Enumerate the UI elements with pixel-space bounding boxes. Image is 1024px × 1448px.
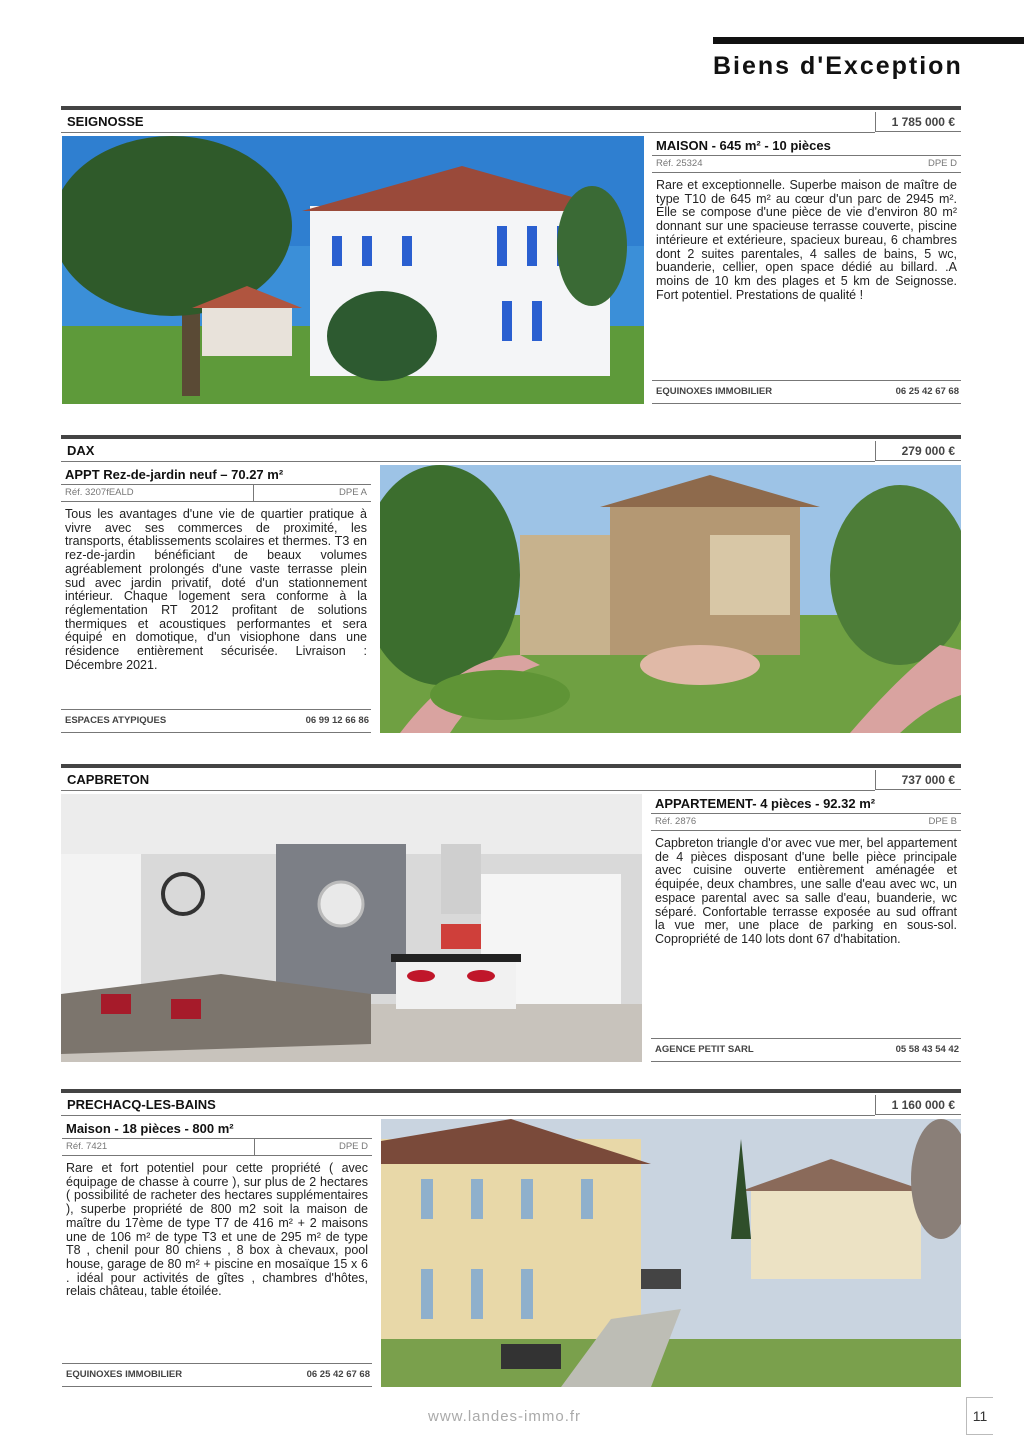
listing-dax: [61, 435, 961, 733]
listing-info: [651, 794, 961, 1062]
property-photo: [381, 1119, 961, 1387]
ref-row: [651, 814, 961, 831]
agency-row: [62, 1363, 372, 1387]
listing-capbreton: [61, 764, 961, 1062]
agency-name: EQUINOXES IMMOBILIER: [66, 1369, 183, 1380]
property-photo: [380, 465, 961, 733]
reference: Réf. 7421: [66, 1141, 108, 1152]
agency-name: AGENCE PETIT SARL: [655, 1044, 754, 1055]
dpe-rating: DPE A: [339, 487, 367, 498]
reference: Réf. 2876: [655, 816, 697, 827]
agency-phone[interactable]: 06 25 42 67 68: [895, 386, 959, 397]
agency-phone[interactable]: 06 25 42 67 68: [306, 1369, 370, 1380]
listing-city: SEIGNOSSE: [67, 114, 144, 129]
divider: [61, 132, 875, 133]
reference: Réf. 3207fEALD: [65, 487, 134, 498]
listing-city: PRECHACQ-LES-BAINS: [67, 1097, 216, 1112]
dpe-rating: DPE D: [927, 158, 957, 169]
footer-url[interactable]: www.landes-immo.fr: [428, 1408, 582, 1425]
listing-header: [61, 435, 961, 465]
dpe-rating: DPE B: [928, 816, 957, 827]
ref-row: [62, 1139, 372, 1156]
listing-price: 737 000 €: [875, 770, 961, 790]
listing-header: [61, 1089, 961, 1119]
listing-seignosse: [61, 106, 961, 404]
agency-name: ESPACES ATYPIQUES: [65, 715, 167, 726]
listing-city: DAX: [67, 443, 95, 458]
agency-phone[interactable]: 06 99 12 66 86: [305, 715, 369, 726]
listing-price: 1 785 000 €: [875, 112, 961, 132]
ref-row: [61, 485, 371, 502]
property-photo: [61, 794, 642, 1062]
listing-header: [61, 764, 961, 794]
divider: [254, 1139, 255, 1155]
agency-name: EQUINOXES IMMOBILIER: [656, 386, 773, 397]
divider: [61, 461, 875, 462]
property-title: APPT Rez-de-jardin neuf – 70.27 m²: [61, 465, 371, 485]
property-title: MAISON - 645 m² - 10 pièces: [652, 136, 961, 156]
listing-city: CAPBRETON: [67, 772, 150, 787]
agency-phone[interactable]: 05 58 43 54 42: [895, 1044, 959, 1055]
agency-row: [61, 709, 371, 733]
divider: [253, 485, 254, 501]
property-photo: [62, 136, 644, 404]
property-description: Capbreton triangle d'or avec vue mer, bel appartement de 4 pièces disposant d'une belle pièce principale avec cuisine ouverte entièrement aménagée et équipée, deux chambres, une salle d'eau avec wc, un espace parental avec sa salle d'eau, buanderie, wc séparé. Confortable terrasse exposée au sud offrant la vue mer, une place de parking en sous-sol. Copropriété de 140 lots dont 67 d'habitation.: [655, 836, 957, 946]
property-title: APPARTEMENT- 4 pièces - 92.32 m²: [651, 794, 961, 814]
page-number: 11: [966, 1397, 993, 1435]
property-description: Tous les avantages d'une vie de quartier pratique à vivre avec ses commerces de proximité, les transports, établissements scolaires et thermes. T3 en rez-de-jardin bénéficiant de beaux volumes agréablement prolongés d'une vaste terrasse plein sud avec jardin privatif, doté d'un stationnement intérieur. Chaque logement sera conforme à la réglementation RT 2012 profitant de solutions thermiques et acoustiques performantes et sera équipé en domotique, d'un visiophone dans une résidence entièrement sécurisée. Livraison : Décembre 2021.: [65, 507, 367, 672]
listing-header: [61, 106, 961, 136]
agency-row: [652, 380, 961, 404]
listing-prechacq-les-bains: [61, 1089, 961, 1387]
reference: Réf. 25324: [656, 158, 703, 169]
listing-info: [652, 136, 961, 404]
property-description: Rare et fort potentiel pour cette propriété ( avec équipage de chasse à courre ), sur plus de 2 hectares ( possibilité de racheter des hectares supplémentaires ), superbe propriété de 800 m2 soit la maison de maître du 17ème de type T7 de 416 m² + 2 maisons une de 106 m² de type T3 et une de 295 m² de type T8 , chenil pour 80 chiens , 8 box à chevaux, pool house, garage de 80 m² + piscine en mosaïque 15 x 6 . idéal pour activités de gîtes , chambres d'hôtes, relais château, table étoilée.: [66, 1161, 368, 1299]
property-title: Maison - 18 pièces - 800 m²: [62, 1119, 372, 1139]
listing-info: [61, 465, 371, 733]
property-description: Rare et exceptionnelle. Superbe maison de maître de type T10 de 645 m² au cœur d'un parc de 2945 m². Elle se compose d'une pièce de vie d'environ 80 m² donnant sur une spacieuse terrasse couverte, piscine intérieure et extérieure, spacieux bureau, 6 chambres dont 2 suites parentales, 4 salles de bains, 5 wc, buanderie, cellier, open space dédié au billard. .A moins de 10 km des plages et 5 km de Seignosse. Fort potentiel. Prestations de qualité !: [656, 178, 957, 302]
divider: [61, 790, 875, 791]
ref-row: [652, 156, 961, 173]
top-bar: [713, 37, 1024, 44]
listing-price: 1 160 000 €: [875, 1095, 961, 1115]
divider: [61, 1115, 875, 1116]
page-title: Biens d'Exception: [713, 52, 963, 80]
agency-row: [651, 1038, 961, 1062]
listing-price: 279 000 €: [875, 441, 961, 461]
listing-info: [62, 1119, 372, 1387]
dpe-rating: DPE D: [338, 1141, 368, 1152]
